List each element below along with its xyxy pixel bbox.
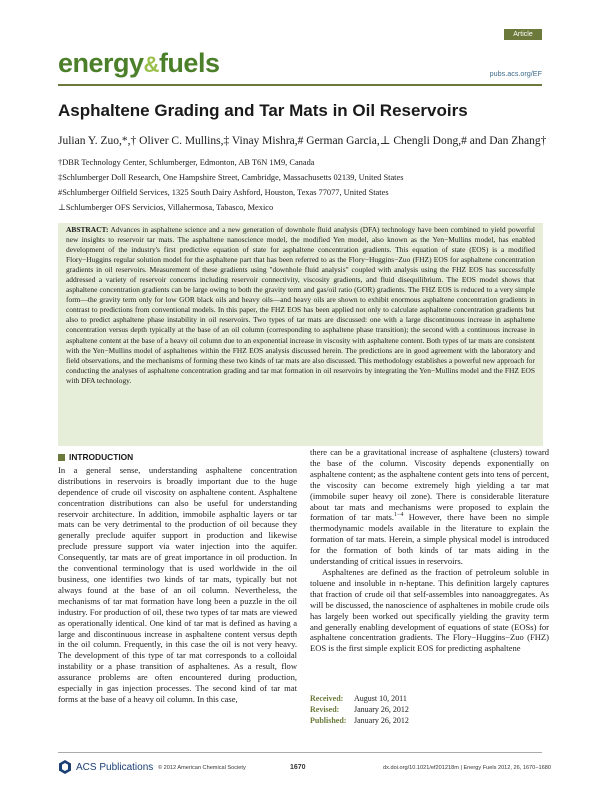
date-value: August 10, 2011 [354,694,407,703]
body-paragraph: In a general sense, understanding asphaltene concentration distributions in reservoirs is broadly important due to the huge dependence of crude oil viscosity on asphaltene content. Asphaltene concentration distributions can also be useful for understanding reservoir architecture. In addition, immobile asphaltic layers or tar mats can be very detrimental to the production of oil because they generally preclude aquifer support in production and likewise preclude pressure support via water injection into the aquifer. Consequently, tar mats are of great importance in oil production. In the conventional terminology that is used worldwide in the oil business, one identifies two kinds of tar mats, typically but not always found at the base of an oil column. Nevertheless, the mechanisms of tar mat formation have long been a puzzle in the oil industry. For production of oil, these two types of tar mats are viewed as operationally identical. One kind of tar mat is defined as having a large and discontinuous increase in asphaltene content versus depth in the oil column. Frequently, in this case the oil is not very heavy. The development of this type of tar mat corresponds to a colloidal instability or a phase transition of asphaltenes. As a result, flow assurance problems are often encountered during production, especially in gas injection processes. The second kind of tar mat forms at the base of a heavy oil column. In this case, [58,464,297,704]
affiliation-item: ‡Schlumberger Doll Research, One Hampshire Street, Cambridge, Massachusetts 02139, United States [58,173,404,182]
section-square-icon [58,454,65,461]
journal-logo [58,50,219,77]
reference-citation[interactable]: 1−4 [394,512,404,519]
paragraph-text: there can be a gravitational increase of asphaltene (clusters) toward the base of the column. Viscosity depends exponentially on asphaltene content; as the asphaltene content gets into tens of percent, the viscosity can become extremely high yielding a tar mat (immobile super heavy oil zone). There is considerable literature about tar mats and mechanisms were proposed to explain the formation of tar mats. [310,447,549,523]
date-label: Published: [310,716,347,725]
abstract-label: ABSTRACT: [66,225,109,234]
date-row [310,704,549,715]
date-label: Revised: [310,705,340,714]
article-type-badge: Article [504,29,542,40]
journal-url-link[interactable]: pubs.acs.org/EF [489,69,542,78]
date-row [310,693,549,704]
section-heading-introduction [58,452,297,463]
date-value: January 26, 2012 [354,716,409,725]
body-paragraph [310,447,549,567]
affiliation-item: †DBR Technology Center, Schlumberger, Edmonton, AB T6N 1M9, Canada [58,158,315,167]
abstract-box [58,223,543,446]
date-value: January 26, 2012 [354,705,409,714]
date-row [310,715,549,726]
publisher-logo[interactable] [58,760,153,774]
logo-ampersand: & [143,52,159,77]
publisher-name: ACS Publications [76,761,154,773]
author-list: Julian Y. Zuo,*,† Oliver C. Mullins,‡ Vinay Mishra,# German Garcia,⊥ Chengli Dong,# and Dan Zhang† [58,135,547,147]
affiliation-item: ⊥Schlumberger OFS Servicios, Villahermosa, Tabasco, Mexico [58,203,274,212]
abstract-text: Advances in asphaltene science and a new generation of downhole fluid analysis (DFA) technology have been combined to yield powerful new insights to reservoir tar mats. The asphaltene nanoscience model, the modified Yen model, also known as the Yen−Mullins model, has enabled development of the industry's first predictive equation of state for asphaltene concentration gradients. This equation of state (EOS) is a modified Flory−Huggins regular solution model for the asphaltene part that has been referred to as the Flory−Huggins−Zuo (FHZ) EOS for asphaltene concentration gradients in oil reservoirs. Measurement of these gradients using "downhole fluid analysis" coupled with analysis using the FHZ EOS has successfully addressed a variety of reservoir concerns including reservoir connectivity, viscosity gradients, and fluid disequilibrium. The EOS model shows that asphaltene concentration gradients can be large owing to both the gravity term and gas/oil ratio (GOR) gradients. The FHZ EOS is reduced to a very simple form—the gravity term only for low GOR black oils and heavy oils—and heavy oils are shown to exhibit enormous asphaltene concentration gradients in contrast to predictions from conventional models. In this paper, the FHZ EOS has been applied not only to calculate asphaltene concentration gradients but also to predict asphaltene phase instability in oil reservoirs. Two types of tar mats are discussed: one with a large discontinuous increase in asphaltene concentration versus depth typically at the base of an oil column (corresponding to asphaltene phase transition); the second with a continuous increase in asphaltene content at the base of a heavy oil column due to an exponential increase in viscosity with asphaltene content. Both types of tar mats are consistent with the Yen−Mullins model of asphaltenes within the FHZ EOS analysis discussed herein. The predictions are in good agreement with the laboratory and field observations, and the mechanisms of forming these two kinds of tar mats are also discussed. This methodology establishes a powerful new approach for conducting the analyses of asphaltene concentration grading and tar mat formation in oil reservoirs by integrating the Yen−Mullins model and the FHZ EOS with DFA technology. [66,225,535,385]
affiliation-item: #Schlumberger Oilfield Services, 1325 South Dairy Ashford, Houston, Texas 77077, United States [58,188,389,197]
page-number: 1670 [290,764,306,771]
footer-divider [58,752,542,753]
section-heading-text: INTRODUCTION [69,452,134,462]
body-column-left [58,452,297,705]
paragraph-text: However, there have been no simple thermodynamic models available in the literature to explain the formation of tar mats. Herein, a simple physical model is introduced for the formation of both kinds of tar mats aiding in the understanding of critical issues in reservoirs. [310,512,549,567]
body-paragraph: Asphaltenes are defined as the fraction of petroleum soluble in toluene and insoluble in n-heptane. This definition largely captures that fraction of crude oil that self-assembles into nanoaggregates. As will be discussed, the nanoscience of asphaltenes in mobile crude oils has largely been worked out specifically yielding the gravity term and generally enabling development of equations of state (EOSs) for asphaltene concentration gradients. The Flory−Huggins−Zuo (FHZ) EOS is the first simple explicit EOS for predicting asphaltene [310,566,549,654]
logo-text-fuels: fuels [158,48,220,78]
publication-dates [310,693,549,726]
logo-text-energy: energy [58,48,144,78]
doi-citation[interactable]: dx.doi.org/10.1021/ef201218m | Energy Fuels 2012, 26, 1670−1680 [383,765,551,771]
date-label: Received: [310,694,344,703]
copyright-notice: © 2012 American Chemical Society [158,765,246,771]
article-title: Asphaltene Grading and Tar Mats in Oil Reservoirs [58,101,468,120]
header-divider [58,84,542,86]
body-column-right [310,447,549,654]
affiliation-list [58,155,548,215]
acs-hexagon-icon [58,760,72,774]
